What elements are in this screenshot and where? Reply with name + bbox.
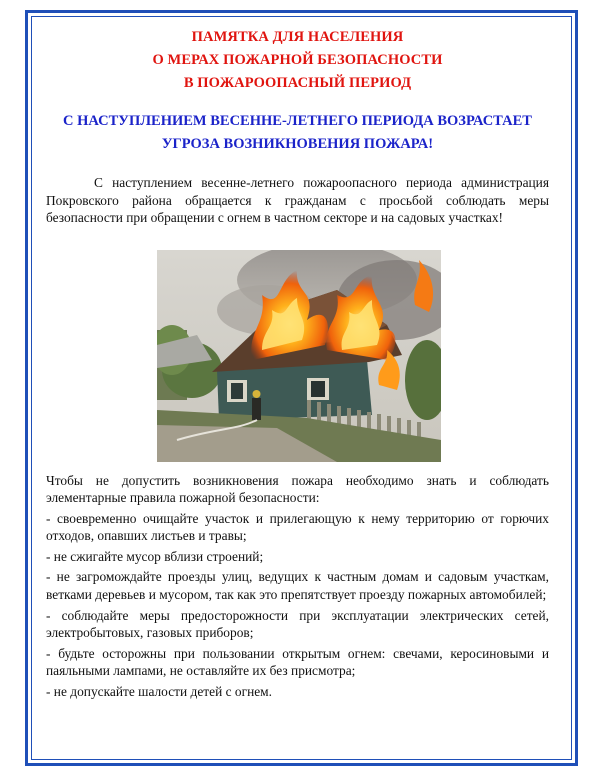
- rule-item: - не допускайте шалости детей с огнем.: [46, 684, 272, 700]
- memo-subtitle: [46, 110, 549, 156]
- title-line: О МЕРАХ ПОЖАРНОЙ БЕЗОПАСНОСТИ: [152, 52, 443, 68]
- rule-item: - не сжигайте мусор вблизи строений;: [46, 548, 264, 564]
- safety-rules: [46, 472, 549, 701]
- rules-lead: Чтобы не допустить возникновения пожара необходимо знать и соблюдать элементарные правила пожарной безопасности:: [46, 472, 549, 506]
- rule-item: - будьте осторожны при пользовании открытым огнем: свечами, керосиновыми и паяльными лампами, не оставляйте их без присмотра;: [46, 645, 549, 679]
- memo-title: [46, 26, 549, 95]
- burning-house-photo: [157, 250, 441, 462]
- subtitle-line: УГРОЗА ВОЗНИКНОВЕНИЯ ПОЖАРА!: [161, 136, 434, 152]
- intro-paragraph: С наступлением весенне-летнего пожароопасного периода администрация Покровского района обращается к гражданам с просьбой соблюдать меры безопасности при обращении с огнем в частном секторе и на садовых участках!: [46, 175, 549, 225]
- subtitle-line: С НАСТУПЛЕНИЕМ ВЕСЕННЕ-ЛЕТНЕГО ПЕРИОДА ВОЗРАСТАЕТ: [63, 113, 532, 129]
- title-line: ПАМЯТКА ДЛЯ НАСЕЛЕНИЯ: [191, 29, 404, 45]
- rule-item: - не загромождайте проезды улиц, ведущих к частным домам и садовым участкам, ветками деревьев и мусором, так как это препятствует проезду пожарных автомобилей;: [46, 569, 549, 603]
- title-line: В ПОЖАРООПАСНЫЙ ПЕРИОД: [183, 75, 412, 91]
- rule-item: - соблюдайте меры предосторожности при эксплуатации электрических сетей, электробытовых, газовых приборов;: [46, 607, 549, 641]
- rule-item: - своевременно очищайте участок и прилегающую к нему территорию от горючих отходов, опавших листьев и травы;: [46, 510, 549, 544]
- memo-content: [46, 26, 549, 704]
